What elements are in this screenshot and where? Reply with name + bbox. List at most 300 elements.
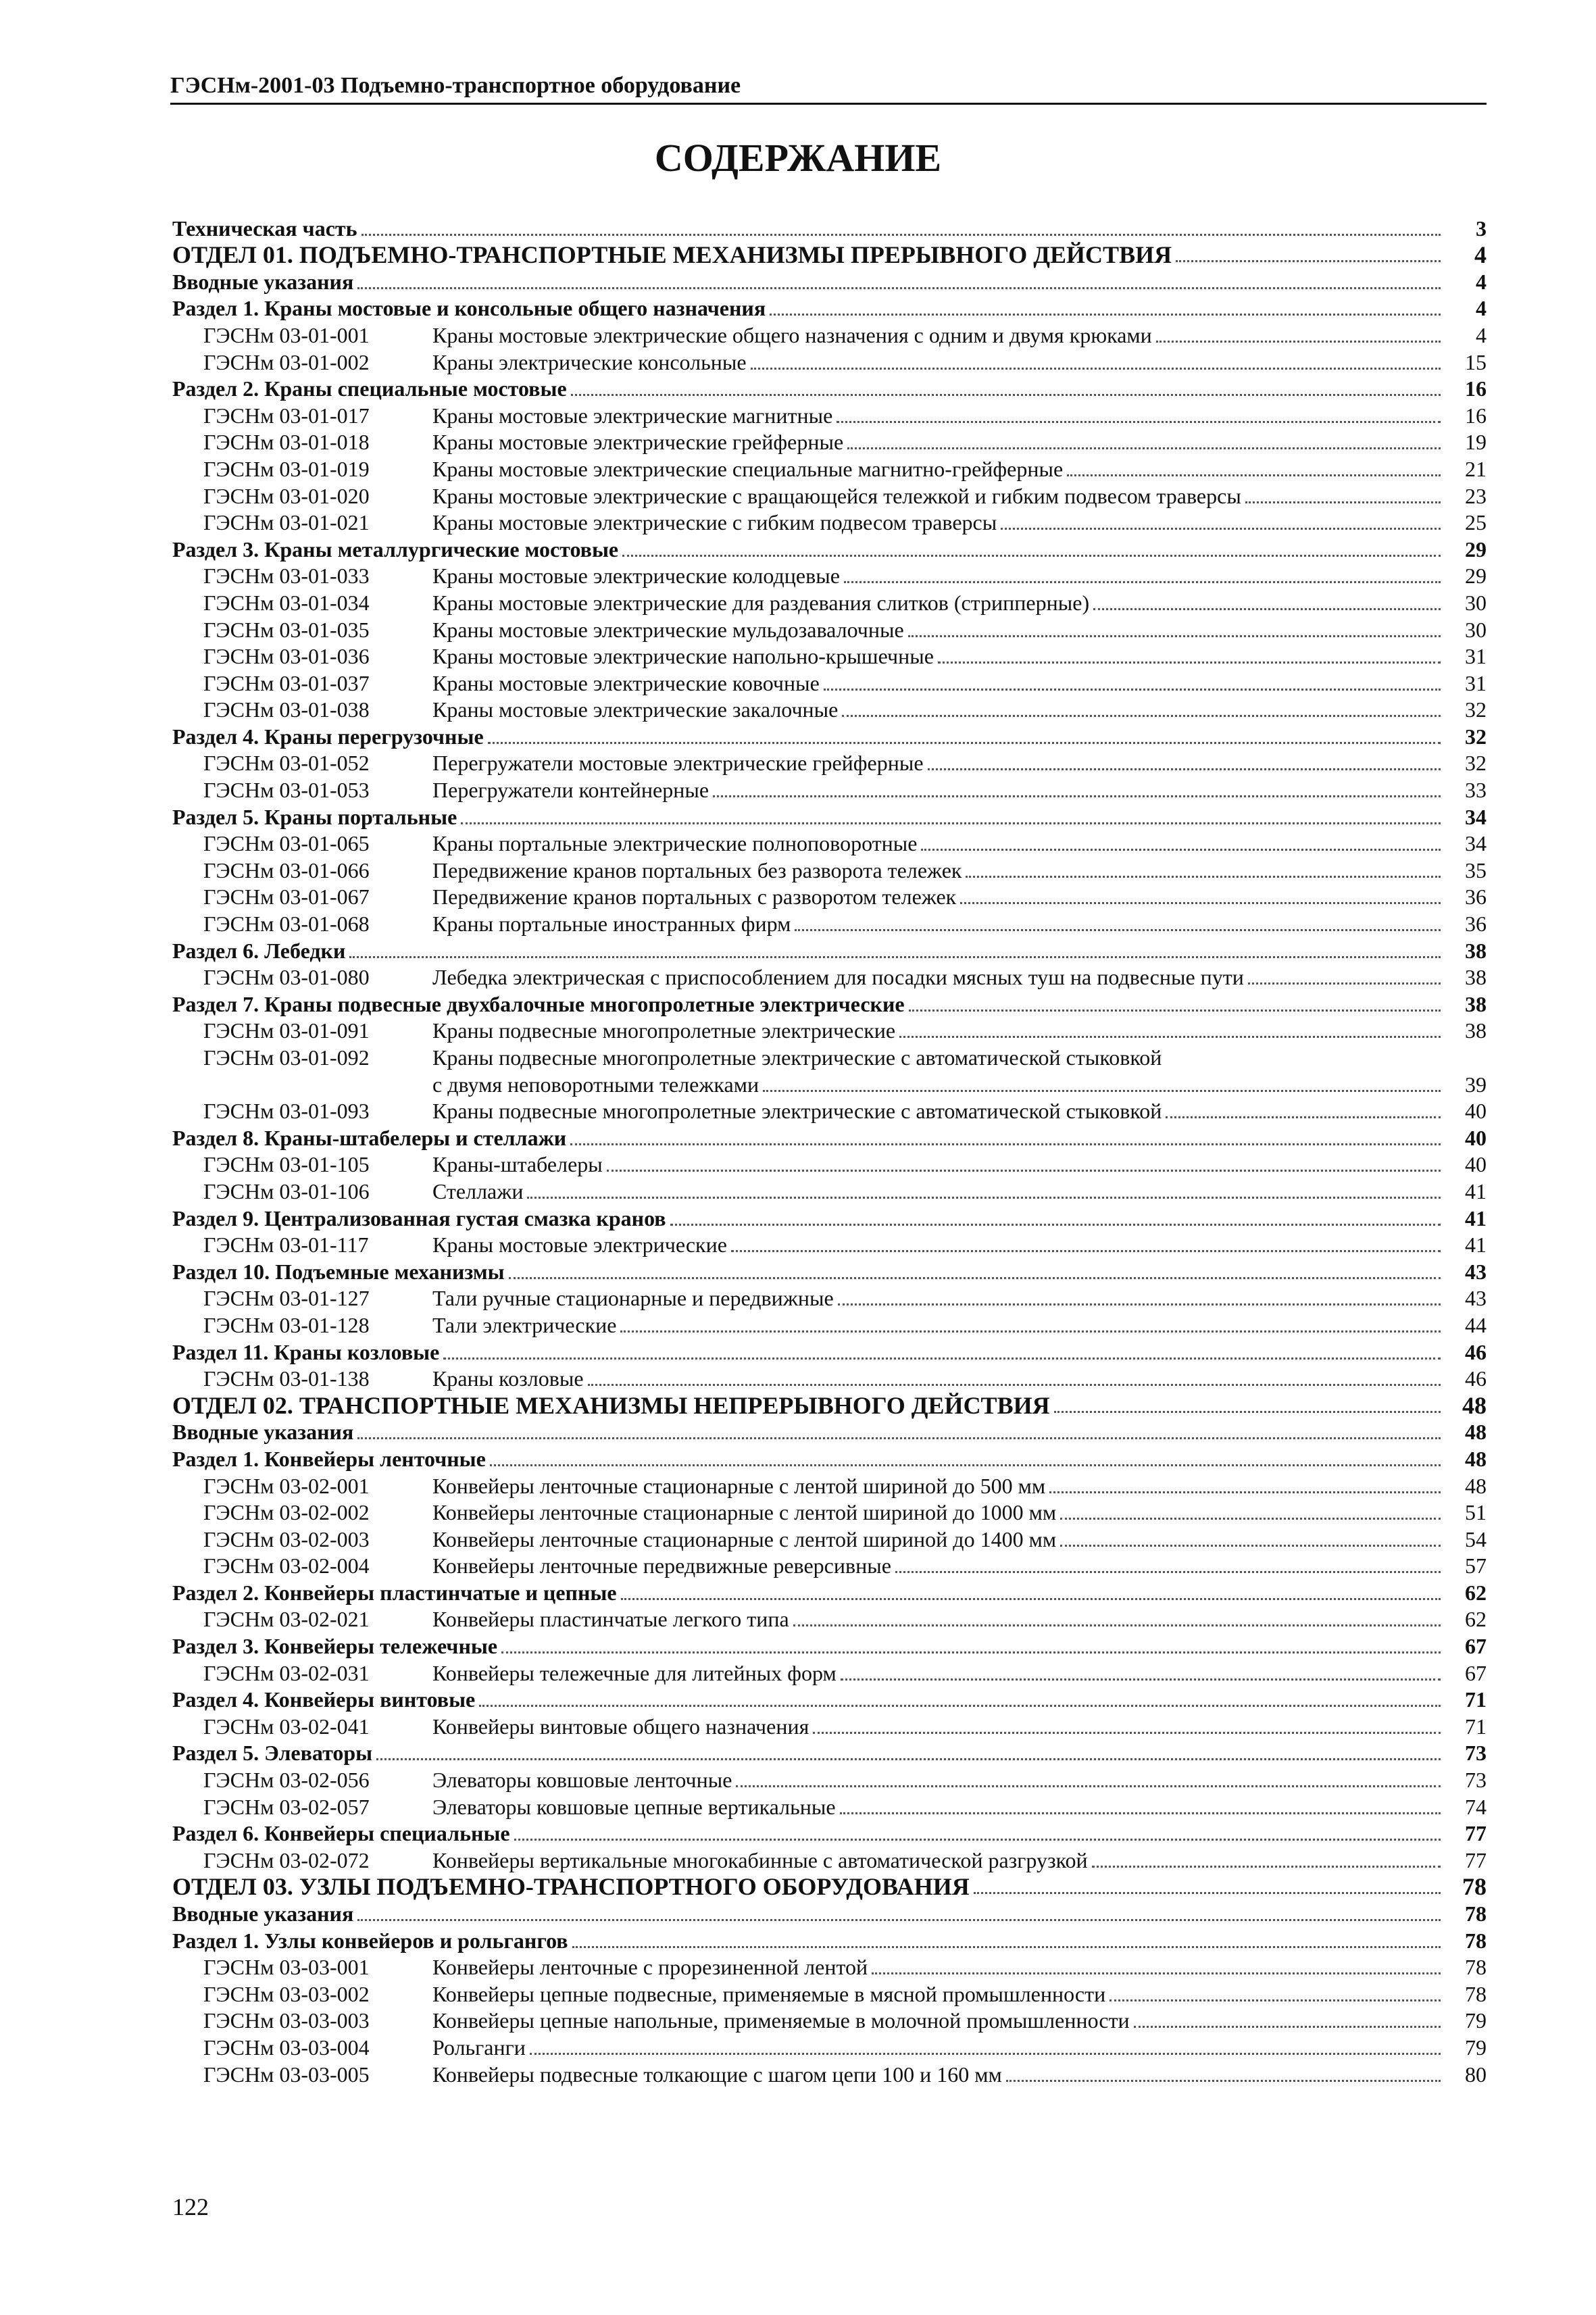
toc-entry-code: ГЭСНм 03-02-004 [203, 1553, 370, 1578]
dot-leader [530, 2052, 1441, 2055]
dot-leader [376, 1758, 1441, 1760]
toc-page-number: 73 [1465, 1768, 1487, 1793]
dot-leader [847, 447, 1441, 449]
toc-entry-title: ОТДЕЛ 02. ТРАНСПОРТНЫЕ МЕХАНИЗМЫ НЕПРЕРЫВНОГО ДЕЙСТВИЯ [172, 1391, 1050, 1419]
toc-page-number: 46 [1465, 1339, 1487, 1364]
toc-page-number: 67 [1465, 1634, 1487, 1659]
toc-entry-title: Конвейеры ленточные стационарные с лентой шириной до 1400 мм [432, 1526, 1057, 1551]
toc-entry-title: Конвейеры тележечные для литейных форм [432, 1660, 837, 1685]
toc-entry-row [172, 2007, 1487, 2034]
toc-entry-code: ГЭСНм 03-01-002 [203, 349, 370, 374]
toc-page-number: 31 [1465, 644, 1487, 669]
toc-entry-title: ОТДЕЛ 01. ПОДЪЕМНО-ТРАНСПОРТНЫЕ МЕХАНИЗМЫ ПРЕРЫВНОГО ДЕЙСТВИЯ [172, 241, 1172, 269]
toc-section-row [172, 375, 1487, 402]
toc-entry-row [172, 589, 1487, 616]
toc-entry-row [172, 910, 1487, 937]
dot-leader [844, 580, 1441, 583]
toc-page-number: 43 [1465, 1286, 1487, 1311]
toc-entry-row [172, 509, 1487, 536]
toc-entry-code: ГЭСНм 03-02-003 [203, 1526, 370, 1551]
toc-page-number: 33 [1465, 778, 1487, 803]
toc-entry-title: Краны козловые [432, 1366, 584, 1391]
toc-entry-row [172, 964, 1487, 991]
toc-page-number: 48 [1465, 1473, 1487, 1498]
toc-entry-row [172, 1365, 1487, 1392]
toc-entry-row [172, 1605, 1487, 1633]
dot-leader [607, 1169, 1441, 1172]
toc-page-number: 40 [1465, 1099, 1487, 1124]
toc-entry-title: Лебедка электрическая с приспособлением для посадки мясных туш на подвесные пути [432, 965, 1244, 990]
toc-entry-title: с двумя неповоротными тележками [432, 1072, 759, 1097]
toc-entry-title: Конвейеры винтовые общего назначения [432, 1714, 809, 1739]
toc-entry-code: ГЭСНм 03-01-068 [203, 912, 370, 937]
toc-entry-code: ГЭСНм 03-02-041 [203, 1714, 370, 1739]
toc-entry-code: ГЭСНм 03-01-053 [203, 778, 370, 803]
toc-entry-code: ГЭСНм 03-01-127 [203, 1286, 370, 1311]
toc-entry-row [172, 776, 1487, 803]
dot-leader [1060, 1517, 1441, 1520]
toc-page-number: 51 [1465, 1500, 1487, 1525]
dot-leader [974, 1891, 1441, 1894]
dot-leader [1176, 259, 1441, 262]
toc-entry-title: Краны мостовые электрические [432, 1233, 727, 1258]
toc-section-row [172, 937, 1487, 964]
toc-entry-title: Краны мостовые электрические для раздевания слитков (стрипперные) [432, 590, 1090, 615]
toc-entry-code: ГЭСНм 03-02-072 [203, 1847, 370, 1872]
toc-page-number: 36 [1465, 885, 1487, 910]
toc-entry-row [172, 1712, 1487, 1739]
dot-leader [527, 1196, 1441, 1199]
dot-leader [1248, 982, 1441, 985]
toc-entry-code: ГЭСНм 03-01-019 [203, 456, 370, 481]
toc-entry-row [172, 1177, 1487, 1204]
dot-leader [461, 822, 1441, 824]
dot-leader [622, 554, 1441, 557]
dot-leader [895, 1570, 1441, 1573]
toc-entry-title: Вводные указания [172, 1901, 354, 1926]
toc-entry-title: Краны мостовые электрические мульдозавалочные [432, 617, 904, 642]
toc-entry-row [172, 1151, 1487, 1178]
dot-leader [899, 1035, 1441, 1038]
toc-page-number: 78 [1465, 1981, 1487, 2006]
toc-entry-title: Краны мостовые электрические с вращающейся тележкой и гибким подвесом траверсы [432, 483, 1241, 508]
toc-entry-code: ГЭСНм 03-02-021 [203, 1607, 370, 1632]
toc-page-number: 40 [1465, 1152, 1487, 1177]
toc-section-row [172, 295, 1487, 322]
toc-entry-code: ГЭСНм 03-02-002 [203, 1500, 370, 1525]
toc-entry-code: ГЭСНм 03-01-105 [203, 1152, 370, 1177]
toc-page-number: 31 [1465, 670, 1487, 695]
toc-entry-row [172, 1525, 1487, 1552]
dot-leader [921, 848, 1441, 851]
dot-leader [490, 1464, 1441, 1466]
dot-leader [908, 634, 1441, 637]
toc-page-number: 4 [1476, 322, 1487, 347]
toc-page-number: 34 [1465, 804, 1487, 829]
toc-entry-row [172, 883, 1487, 910]
toc-entry-title: Конвейеры ленточные стационарные с лентой шириной до 500 мм [432, 1473, 1046, 1498]
dot-leader [909, 1009, 1441, 1012]
toc-entry-code: ГЭСНм 03-01-067 [203, 885, 370, 910]
toc-entry-title: Вводные указания [172, 269, 354, 294]
toc-entry-row [172, 1953, 1487, 1981]
toc-entry-title: ОТДЕЛ 03. УЗЛЫ ПОДЪЕМНО-ТРАНСПОРТНОГО ОБОРУДОВАНИЯ [172, 1873, 970, 1901]
toc-page-number: 78 [1465, 1901, 1487, 1926]
toc-page-number: 36 [1465, 912, 1487, 937]
toc-section-row [172, 1338, 1487, 1365]
dot-leader [570, 1143, 1441, 1145]
toc-entry-row [172, 1311, 1487, 1338]
toc-page-number: 41 [1465, 1205, 1487, 1230]
toc-entry-code: ГЭСНм 03-01-037 [203, 670, 370, 695]
dot-leader [1001, 527, 1441, 530]
toc-entry-row [172, 1846, 1487, 1873]
toc-entry-title: Передвижение кранов портальных с разворотом тележек [432, 885, 957, 910]
toc-entry-row [172, 1017, 1487, 1044]
table-of-contents [172, 214, 1487, 2087]
toc-entry-row [172, 2060, 1487, 2087]
page-title: СОДЕРЖАНИЕ [654, 136, 942, 180]
toc-entry-row [172, 428, 1487, 455]
dot-leader [488, 741, 1441, 744]
toc-entry-row [172, 1285, 1487, 1312]
toc-page-number: 23 [1465, 483, 1487, 508]
toc-entry-title: Краны подвесные многопролетные электрические [432, 1018, 896, 1043]
dot-leader [357, 1918, 1441, 1921]
toc-page-number: 30 [1465, 617, 1487, 642]
toc-entry-title: Передвижение кранов портальных без разворота тележек [432, 857, 962, 882]
toc-entry-title: Раздел 1. Краны мостовые и консольные общего назначения [172, 296, 766, 321]
toc-entry-title: Раздел 1. Узлы конвейеров и рольгангов [172, 1928, 568, 1953]
toc-entry-row [172, 482, 1487, 509]
toc-entry-code: ГЭСНм 03-01-021 [203, 510, 370, 535]
dot-leader [571, 393, 1441, 396]
toc-section-row [172, 1258, 1487, 1285]
toc-section-row [172, 268, 1487, 295]
toc-entry-title: Краны подвесные многопролетные электрические с автоматической стыковкой [432, 1045, 1162, 1070]
toc-entry-row [172, 1043, 1487, 1070]
toc-page-number: 21 [1465, 456, 1487, 481]
dot-leader [960, 901, 1441, 904]
dot-leader [479, 1704, 1441, 1707]
toc-entry-row [172, 562, 1487, 589]
toc-entry-title: Стеллажи [432, 1178, 524, 1203]
toc-entry-title: Конвейеры подвесные толкающие с шагом цепи 100 и 160 мм [432, 2062, 1002, 2087]
dot-leader [1054, 1410, 1441, 1413]
toc-page-number: 79 [1465, 2035, 1487, 2060]
toc-page-number: 48 [1465, 1446, 1487, 1471]
toc-entry-title: Элеваторы ковшовые ленточные [432, 1768, 732, 1793]
toc-entry-row [172, 1793, 1487, 1820]
dot-leader [838, 1303, 1441, 1305]
toc-entry-title: Раздел 5. Краны портальные [172, 804, 457, 829]
toc-page-number: 62 [1465, 1580, 1487, 1605]
toc-entry-title: Раздел 2. Конвейеры пластинчатые и цепные [172, 1580, 617, 1605]
toc-page-number: 16 [1465, 403, 1487, 428]
dot-leader [793, 1624, 1441, 1626]
dot-leader [840, 1812, 1441, 1814]
toc-page-number: 38 [1465, 991, 1487, 1016]
toc-page-number: 16 [1465, 376, 1487, 401]
dot-leader [357, 287, 1441, 289]
toc-entry-title: Конвейеры ленточные стационарные с лентой шириной до 1000 мм [432, 1500, 1057, 1525]
toc-entry-title: Раздел 9. Централизованная густая смазка кранов [172, 1205, 666, 1230]
toc-entry-title: Раздел 8. Краны-штабелеры и стеллажи [172, 1125, 567, 1150]
dot-leader [509, 1276, 1441, 1279]
toc-entry-title: Раздел 6. Конвейеры специальные [172, 1821, 510, 1846]
dot-leader [837, 420, 1441, 423]
toc-page-number: 48 [1462, 1391, 1487, 1419]
dot-leader [621, 1597, 1441, 1600]
toc-section-row [172, 803, 1487, 830]
dot-leader [841, 1678, 1441, 1681]
toc-page-number: 41 [1465, 1233, 1487, 1258]
dot-leader [713, 795, 1441, 797]
toc-section-row [172, 1204, 1487, 1231]
toc-entry-title: Вводные указания [172, 1420, 354, 1445]
toc-entry-row [172, 1980, 1487, 2007]
toc-page-number: 71 [1465, 1687, 1487, 1712]
toc-entry-title: Краны мостовые электрические специальные магнитно-грейферные [432, 456, 1064, 481]
toc-page-number: 62 [1465, 1607, 1487, 1632]
toc-entry-row [172, 455, 1487, 482]
toc-entry-title: Краны мостовые электрические грейферные [432, 430, 844, 455]
toc-entry-row [172, 856, 1487, 883]
dot-leader [361, 233, 1441, 236]
toc-entry-code: ГЭСНм 03-02-031 [203, 1660, 370, 1685]
toc-entry-title: Конвейеры ленточные передвижные реверсивные [432, 1553, 891, 1578]
toc-page-number: 19 [1465, 430, 1487, 455]
toc-entry-title: Конвейеры пластинчатые легкого типа [432, 1607, 789, 1632]
toc-entry-title: Конвейеры вертикальные многокабинные с автоматической разгрузкой [432, 1847, 1088, 1872]
toc-entry-title: Перегружатели мостовые электрические грейферные [432, 751, 924, 776]
toc-entry-title: Раздел 10. Подъемные механизмы [172, 1259, 505, 1284]
toc-page-number: 46 [1465, 1366, 1487, 1391]
toc-entry-title: Краны подвесные многопролетные электрические с автоматической стыковкой [432, 1099, 1162, 1124]
dot-leader [349, 955, 1441, 958]
toc-page-number: 29 [1465, 564, 1487, 589]
toc-entry-code: ГЭСНм 03-01-117 [203, 1233, 369, 1258]
toc-entry-code: ГЭСНм 03-01-018 [203, 430, 370, 455]
toc-page-number: 32 [1465, 751, 1487, 776]
toc-page-number: 44 [1465, 1312, 1487, 1337]
dot-leader [966, 875, 1441, 878]
toc-entry-title: Перегружатели контейнерные [432, 778, 709, 803]
toc-entry-row [172, 669, 1487, 696]
dot-leader [770, 313, 1441, 316]
dot-leader [572, 1945, 1441, 1948]
toc-entry-code: ГЭСНм 03-01-091 [203, 1018, 370, 1043]
toc-entry-row [172, 1766, 1487, 1793]
toc-entry-title: Раздел 4. Конвейеры винтовые [172, 1687, 476, 1712]
toc-page-number: 79 [1465, 2008, 1487, 2033]
toc-entry-code: ГЭСНм 03-03-001 [203, 1955, 370, 1980]
toc-entry-row [172, 830, 1487, 857]
toc-section-row [172, 1899, 1487, 1926]
toc-entry-title: Конвейеры цепные напольные, применяемые в молочной промышленности [432, 2008, 1130, 2033]
toc-entry-title: Раздел 6. Лебедки [172, 938, 346, 963]
toc-section-row [172, 1739, 1487, 1766]
toc-entry-code: ГЭСНм 03-01-138 [203, 1366, 370, 1391]
dot-leader [670, 1223, 1441, 1226]
toc-page-number: 78 [1462, 1873, 1487, 1901]
toc-entry-code: ГЭСНм 03-01-038 [203, 697, 370, 722]
dot-leader [813, 1731, 1441, 1734]
toc-page-number: 77 [1465, 1847, 1487, 1872]
toc-entry-code: ГЭСНм 03-01-128 [203, 1312, 370, 1337]
toc-entry-code: ГЭСНм 03-02-057 [203, 1794, 370, 1819]
toc-entry-code: ГЭСНм 03-03-005 [203, 2062, 370, 2087]
toc-page-number: 34 [1465, 831, 1487, 856]
toc-page-number: 43 [1465, 1259, 1487, 1284]
toc-entry-row [172, 321, 1487, 348]
toc-entry-row [172, 2033, 1487, 2060]
toc-section-row [172, 1124, 1487, 1151]
toc-page-number: 38 [1465, 1018, 1487, 1043]
dot-leader [1060, 1544, 1441, 1547]
toc-page-number: 3 [1476, 216, 1487, 241]
toc-section-row [172, 1418, 1487, 1445]
dot-leader [1156, 340, 1441, 343]
toc-entry-row [172, 348, 1487, 375]
toc-page-number: 71 [1465, 1714, 1487, 1739]
toc-entry-code: ГЭСНм 03-03-003 [203, 2008, 370, 2033]
dot-leader [1093, 607, 1441, 610]
running-header: ГЭСНм-2001-03 Подъемно-транспортное оборудование [170, 73, 1487, 105]
toc-page-number: 35 [1465, 857, 1487, 882]
toc-entry-code: ГЭСНм 03-01-092 [203, 1045, 370, 1070]
toc-entry-code: ГЭСНм 03-01-106 [203, 1178, 370, 1203]
toc-entry-title: Раздел 1. Конвейеры ленточные [172, 1446, 486, 1471]
toc-page-number: 25 [1465, 510, 1487, 535]
toc-entry-title: Конвейеры ленточные с прорезиненной лентой [432, 1955, 868, 1980]
toc-entry-title: Краны портальные электрические полноповоротные [432, 831, 918, 856]
toc-entry-title: Краны мостовые электрические общего назначения с одним и двумя крюками [432, 322, 1152, 347]
toc-entry-code: ГЭСНм 03-01-033 [203, 564, 370, 589]
dot-leader [1092, 1865, 1441, 1868]
toc-entry-code: ГЭСНм 03-01-035 [203, 617, 370, 642]
dot-leader [620, 1330, 1441, 1333]
toc-entry-code: ГЭСНм 03-01-065 [203, 831, 370, 856]
toc-section-row [172, 1926, 1487, 1953]
dot-leader [751, 367, 1441, 370]
dot-leader [514, 1838, 1441, 1841]
toc-entry-row [172, 1499, 1487, 1526]
toc-entry-code: ГЭСНм 03-01-001 [203, 322, 370, 347]
toc-page-number: 4 [1474, 241, 1487, 269]
toc-section-row [172, 1632, 1487, 1659]
toc-page-number: 78 [1465, 1928, 1487, 1953]
toc-entry-title: Краны мостовые электрические закалочные [432, 697, 839, 722]
dot-leader [731, 1249, 1441, 1252]
toc-entry-code: ГЭСНм 03-01-052 [203, 751, 370, 776]
toc-section-row [172, 990, 1487, 1017]
toc-page-number: 48 [1465, 1420, 1487, 1445]
toc-entry-title: Краны мостовые электрические ковочные [432, 670, 820, 695]
dot-leader [1067, 474, 1441, 476]
page-number: 122 [172, 2193, 209, 2220]
toc-entry-title: Краны мостовые электрические колодцевые [432, 564, 840, 589]
toc-entry-title: Раздел 2. Краны специальные мостовые [172, 376, 567, 401]
toc-entry-title: Конвейеры цепные подвесные, применяемые в мясной промышленности [432, 1981, 1106, 2006]
dot-leader [736, 1785, 1441, 1787]
toc-page-number: 74 [1465, 1794, 1487, 1819]
toc-section-row [172, 722, 1487, 749]
toc-entry-title: Раздел 11. Краны козловые [172, 1339, 440, 1364]
dot-leader [795, 928, 1441, 931]
toc-entry-row [172, 643, 1487, 670]
toc-entry-code: ГЭСНм 03-02-056 [203, 1768, 370, 1793]
toc-entry-row [172, 1472, 1487, 1499]
toc-entry-row [172, 696, 1487, 723]
dot-leader [872, 1972, 1441, 1974]
toc-entry-code: ГЭСНм 03-01-080 [203, 965, 370, 990]
toc-entry-title: Раздел 4. Краны перегрузочные [172, 724, 484, 749]
toc-section-row [172, 1820, 1487, 1847]
toc-entry-row [172, 1097, 1487, 1124]
dot-leader [842, 714, 1441, 717]
dot-leader [588, 1383, 1441, 1386]
toc-entry-title: Тали ручные стационарные и передвижные [432, 1286, 834, 1311]
toc-entry-title: Тали электрические [432, 1312, 617, 1337]
dot-leader [763, 1089, 1441, 1092]
toc-page-number: 40 [1465, 1125, 1487, 1150]
toc-entry-title: Краны-штабелеры [432, 1152, 603, 1177]
toc-entry-code: ГЭСНм 03-01-036 [203, 644, 370, 669]
dot-leader [357, 1437, 1441, 1439]
dot-leader [1109, 1999, 1441, 2001]
toc-entry-title: Рольганги [432, 2035, 526, 2060]
toc-entry-title: Раздел 3. Конвейеры тележечные [172, 1634, 498, 1659]
toc-entry-code: ГЭСНм 03-01-034 [203, 590, 370, 615]
toc-entry-title: Раздел 3. Краны металлургические мостовые [172, 537, 619, 562]
toc-entry-code: ГЭСНм 03-01-093 [203, 1099, 370, 1124]
dot-leader [1245, 501, 1441, 503]
toc-entry-code: ГЭСНм 03-01-020 [203, 483, 370, 508]
toc-page-number: 78 [1465, 1955, 1487, 1980]
toc-entry-code: ГЭСНм 03-01-017 [203, 403, 370, 428]
toc-entry-row [172, 1552, 1487, 1579]
dot-leader [824, 688, 1441, 691]
toc-section-row [172, 1445, 1487, 1472]
toc-entry-title: Раздел 7. Краны подвесные двухбалочные многопролетные электрические [172, 991, 905, 1016]
toc-entry-title: Краны мостовые электрические магнитные [432, 403, 833, 428]
toc-entry-row [172, 1659, 1487, 1686]
toc-page-number: 54 [1465, 1526, 1487, 1551]
toc-page-number: 29 [1465, 537, 1487, 562]
toc-page-number: 4 [1476, 269, 1487, 294]
toc-section-row [172, 535, 1487, 562]
toc-entry-row [172, 1231, 1487, 1258]
toc-section-row [172, 214, 1487, 241]
toc-page-number: 4 [1476, 296, 1487, 321]
toc-entry-code: ГЭСНм 03-03-002 [203, 1981, 370, 2006]
dot-leader [443, 1357, 1441, 1360]
dot-leader [1166, 1116, 1441, 1118]
dot-leader [938, 661, 1441, 664]
toc-page-number: 67 [1465, 1660, 1487, 1685]
toc-entry-title: Раздел 5. Элеваторы [172, 1741, 373, 1766]
toc-entry-row [172, 401, 1487, 428]
toc-entry-row [172, 1070, 1487, 1097]
dot-leader [928, 768, 1441, 770]
dot-leader [1006, 2079, 1441, 2082]
toc-page-number: 15 [1465, 349, 1487, 374]
toc-department-row [172, 241, 1487, 268]
toc-entry-title: Краны мостовые электрические напольно-крышечные [432, 644, 934, 669]
toc-page-number: 38 [1465, 938, 1487, 963]
toc-page-number: 41 [1465, 1178, 1487, 1203]
